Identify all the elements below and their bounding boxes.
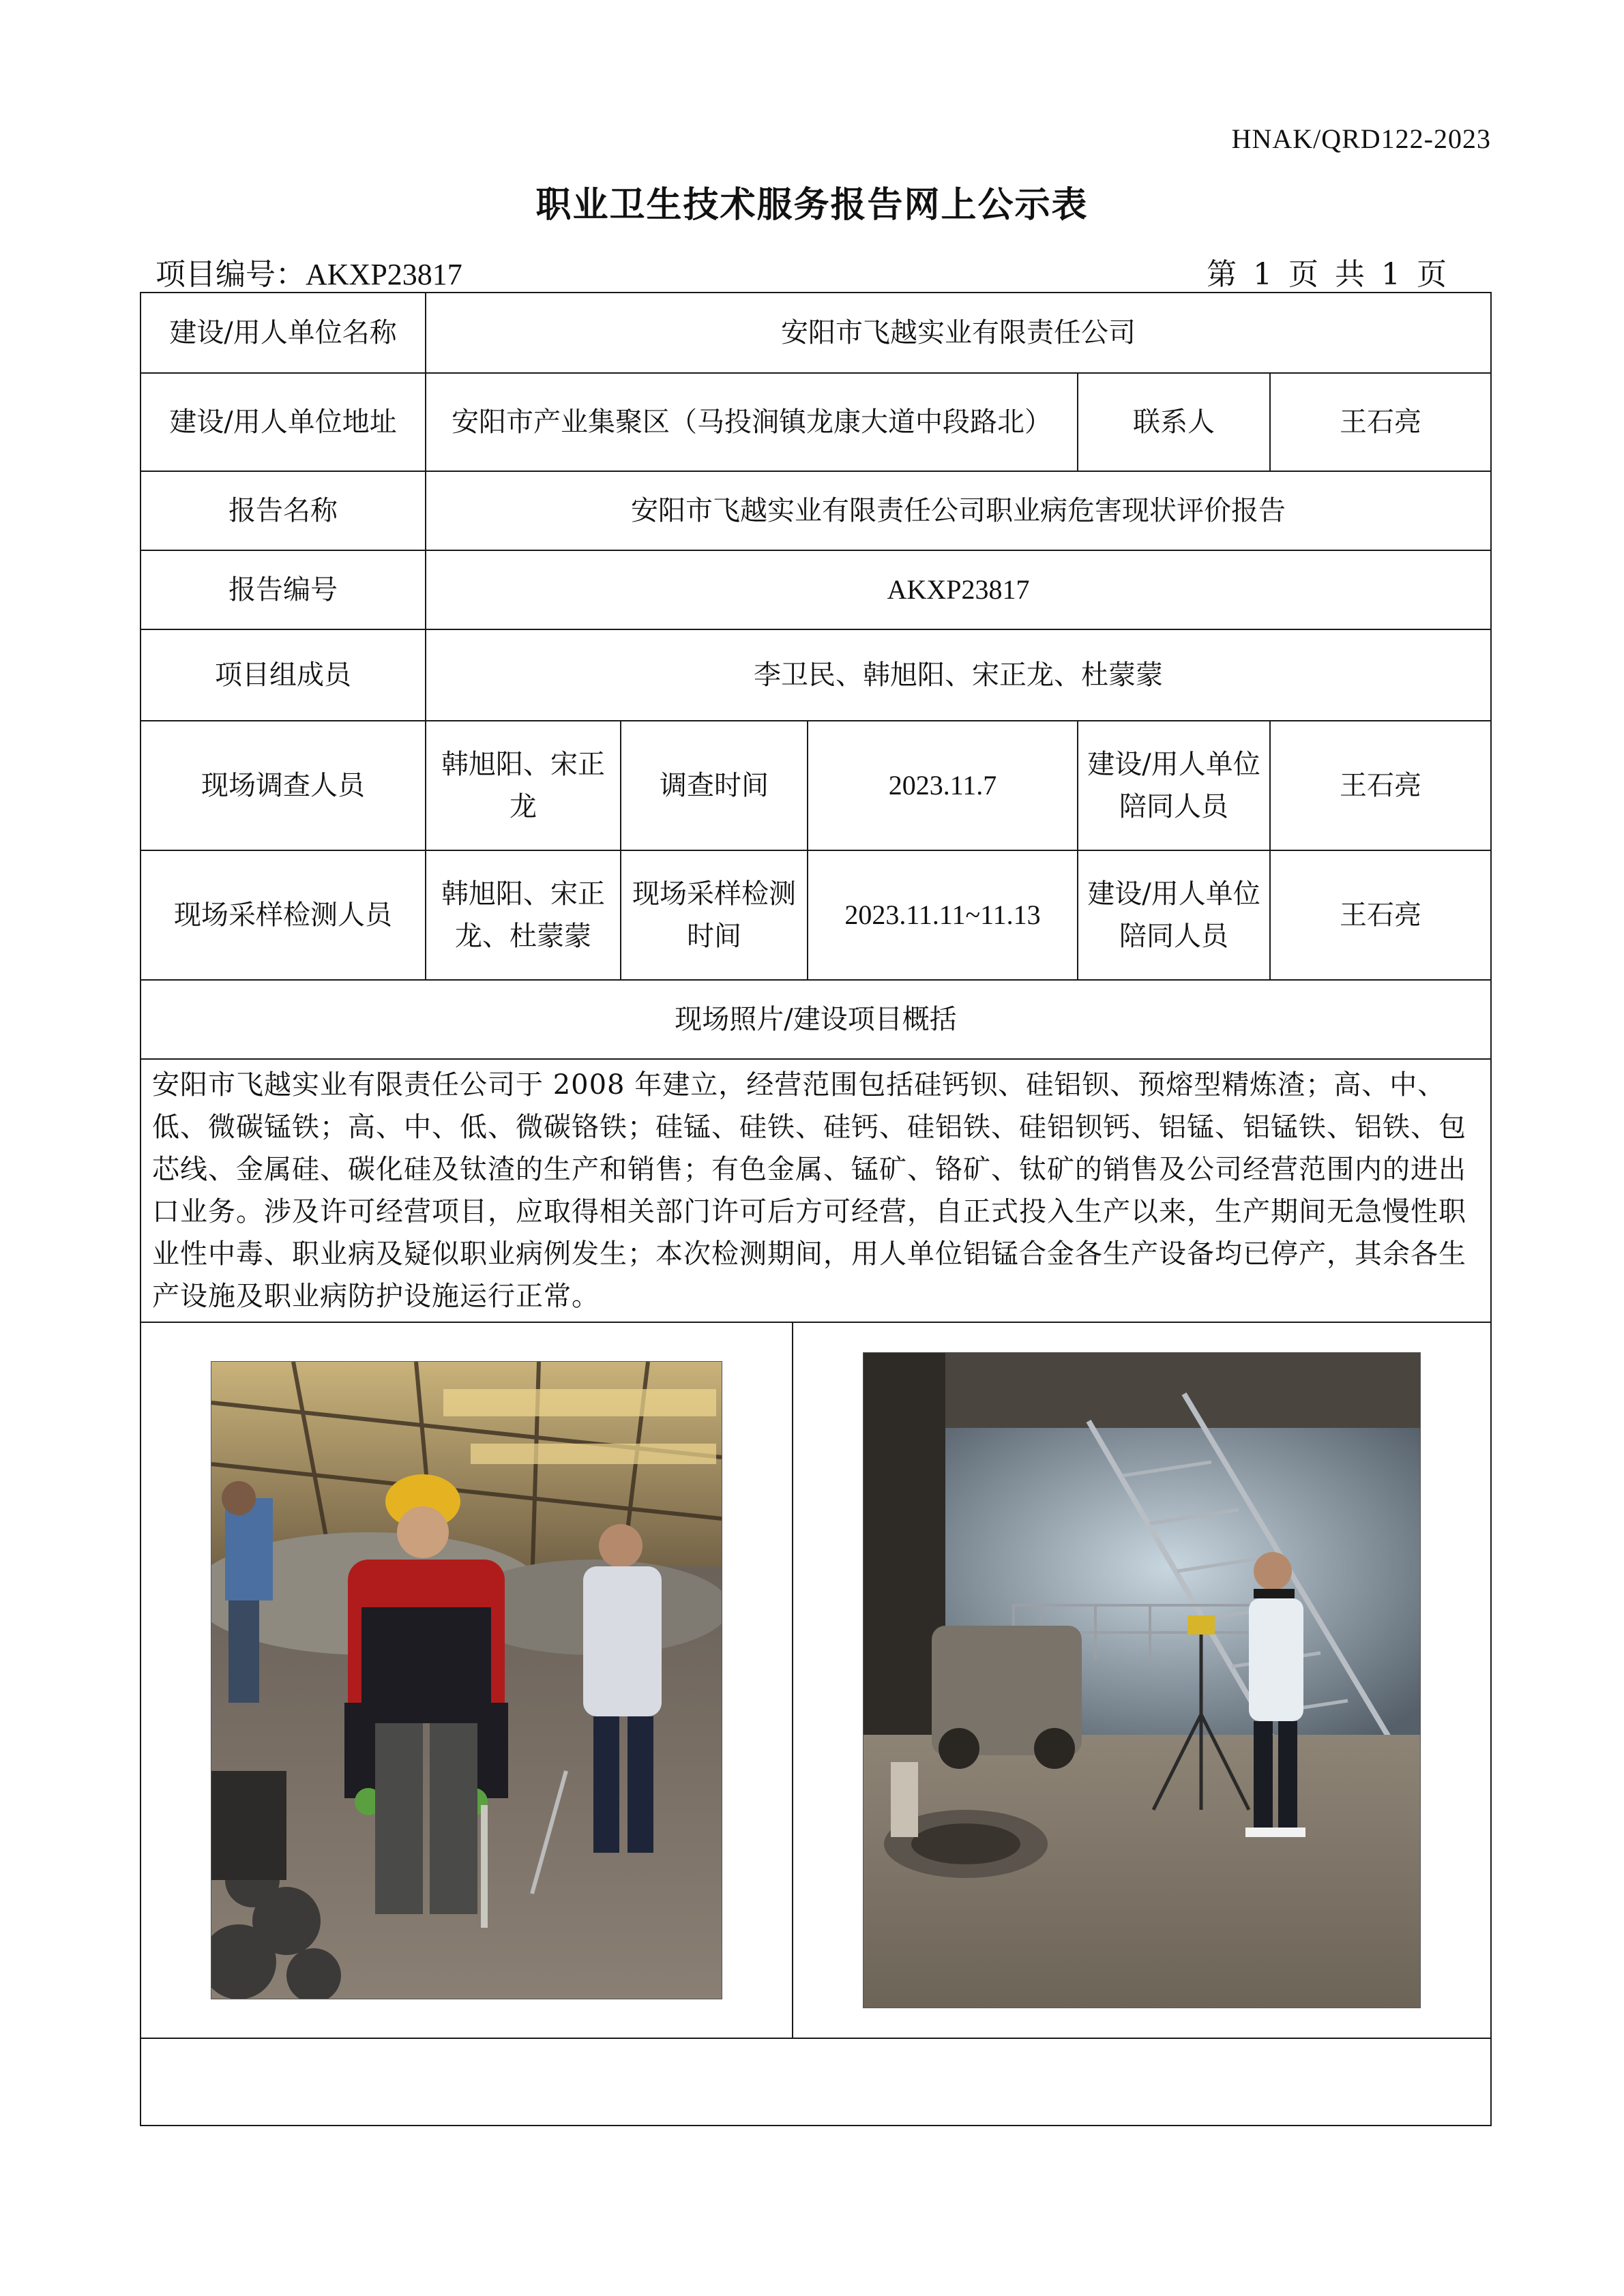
project-number — [156, 250, 462, 293]
unit-name-value: 安阳市飞越实业有限责任公司 — [426, 293, 1491, 373]
report-number-value: AKXP23817 — [426, 550, 1491, 629]
sampling-accompany-label: 建设/用人单位陪同人员 — [1078, 850, 1270, 980]
stair-area-photo-image — [863, 1353, 1420, 2008]
project-number-label: 项目编号： — [156, 257, 306, 292]
photos-header: 现场照片/建设项目概括 — [141, 980, 1491, 1059]
members-value: 李卫民、韩旭阳、宋正龙、杜蒙蒙 — [426, 629, 1491, 721]
photo-cell-right — [793, 1323, 1490, 2038]
members-label: 项目组成员 — [141, 629, 426, 721]
sampling-time-label: 现场采样检测时间 — [621, 850, 808, 980]
survey-staff-value: 韩旭阳、宋正龙 — [426, 721, 621, 850]
sampling-staff-value: 韩旭阳、宋正龙、杜蒙蒙 — [426, 850, 621, 980]
project-number-value: AKXP23817 — [306, 258, 462, 291]
unit-name-label: 建设/用人单位名称 — [141, 293, 426, 373]
photos-grid — [141, 1323, 1490, 2038]
disclosure-table — [140, 292, 1492, 2126]
site-photo-workshop — [211, 1362, 722, 1999]
address-value: 安阳市产业集聚区（马投涧镇龙康大道中段路北） — [426, 373, 1078, 471]
sampling-time-value: 2023.11.11~11.13 — [808, 850, 1078, 980]
contact-value: 王石亮 — [1270, 373, 1491, 471]
photo-cell-left — [141, 1323, 793, 2038]
survey-accompany-value: 王石亮 — [1270, 721, 1491, 850]
address-label: 建设/用人单位地址 — [141, 373, 426, 471]
survey-accompany-label: 建设/用人单位陪同人员 — [1078, 721, 1270, 850]
blank-row — [141, 2038, 1491, 2126]
survey-staff-label: 现场调查人员 — [141, 721, 426, 850]
survey-time-label: 调查时间 — [621, 721, 808, 850]
report-name-value: 安阳市飞越实业有限责任公司职业病危害现状评价报告 — [426, 471, 1491, 550]
contact-label: 联系人 — [1078, 373, 1270, 471]
sampling-staff-label: 现场采样检测人员 — [141, 850, 426, 980]
report-number-label: 报告编号 — [141, 550, 426, 629]
workshop-photo-image — [211, 1362, 722, 1999]
project-summary: 安阳市飞越实业有限责任公司于 2008 年建立，经营范围包括硅钙钡、硅铝钡、预熔型精炼渣；高、中、低、微碳锰铁；高、中、低、微碳铬铁；硅锰、硅铁、硅钙、硅铝铁、硅铝钡钙、铝锰、铝锰铁、铝铁、包芯线、金属硅、碳化硅及钛渣的生产和销售；有色金属、锰矿、铬矿、钛矿的销售及公司经营范围内的进出口业务。涉及许可经营项目，应取得相关部门许可后方可经营，自正式投入生产以来，生产期间无急慢性职业性中毒、职业病及疑似职业病例发生；本次检测期间，用人单位铝锰合金各生产设备均已停产，其余各生产设施及职业病防护设施运行正常。 — [141, 1059, 1491, 1322]
document-code: HNAK/QRD122-2023 — [1231, 123, 1491, 154]
photos-cell — [141, 1322, 1491, 2038]
report-name-label: 报告名称 — [141, 471, 426, 550]
page-info: 第 1 页 共 1 页 — [1207, 257, 1447, 292]
page-title: 职业卫生技术服务报告网上公示表 — [535, 184, 1089, 226]
site-photo-stair-area — [863, 1353, 1420, 2008]
sampling-accompany-value: 王石亮 — [1270, 850, 1491, 980]
survey-time-value: 2023.11.7 — [808, 721, 1078, 850]
